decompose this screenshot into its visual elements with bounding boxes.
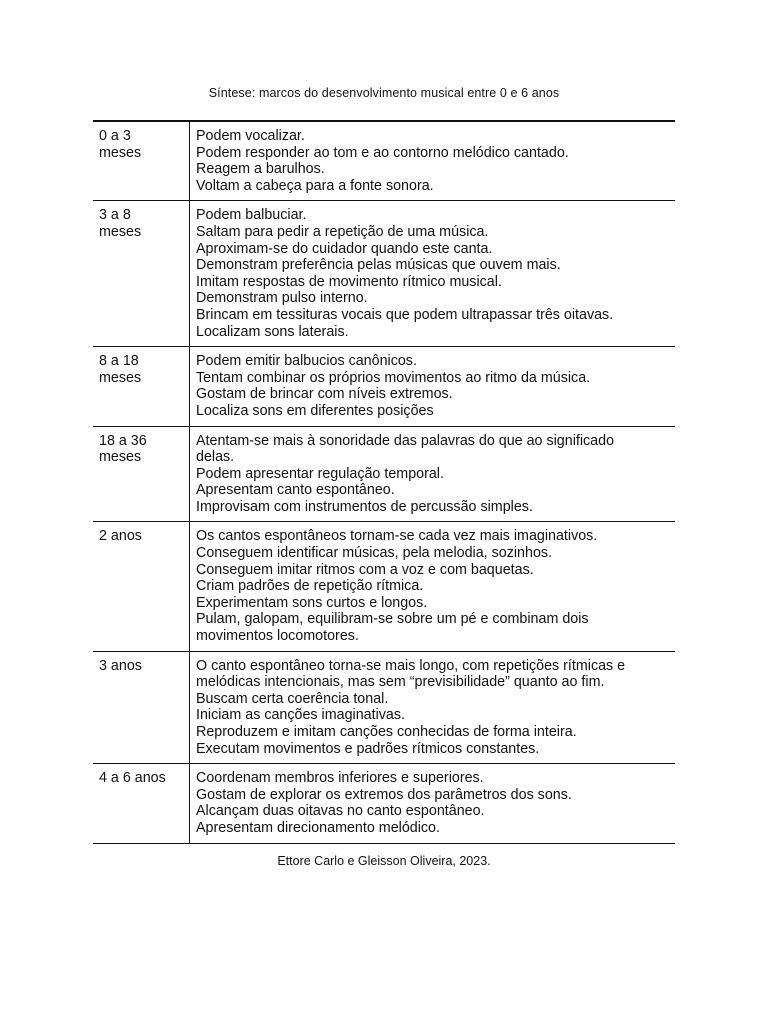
milestone-line: Apresentam canto espontâneo. <box>196 482 395 499</box>
milestone-line: Podem balbuciar. <box>196 207 307 224</box>
milestone-line: Podem responder ao tom e ao contorno melódico cantado. <box>196 144 569 161</box>
milestone-line: Criam padrões de repetição rítmica. <box>196 578 424 595</box>
milestones-cell <box>190 347 676 426</box>
milestone-line: Reagem a barulhos. <box>196 161 325 178</box>
milestone-line: Os cantos espontâneos tornam-se cada vez mais imaginativos. <box>196 528 598 545</box>
age-cell <box>93 201 190 347</box>
milestone-line: Reproduzem e imitam canções conhecidas de forma inteira. <box>196 724 577 740</box>
milestone-line: O canto espontâneo torna-se mais longo, com repetições rítmicas e <box>196 657 626 674</box>
milestone-line: Podem vocalizar. <box>196 128 305 144</box>
page-title: Síntese: marcos do desenvolvimento musical entre 0 e 6 anos <box>208 86 560 100</box>
milestone-line: Localiza sons em diferentes posições <box>196 402 434 419</box>
table-row <box>93 651 675 764</box>
age-cell <box>93 522 190 651</box>
age-label-line: 18 a 36 <box>99 432 147 449</box>
milestones-table <box>93 120 675 844</box>
table-row <box>93 347 675 426</box>
age-label-line: meses <box>99 449 142 466</box>
milestone-line: Demonstram pulso interno. <box>196 290 368 307</box>
milestone-line: Brincam em tessituras vocais que podem ultrapassar três oitavas. <box>196 306 614 323</box>
milestone-line: Iniciam as canções imaginativas. <box>196 707 405 724</box>
milestone-line: Pulam, galopam, equilibram-se sobre um pé e combinam dois <box>196 611 589 628</box>
age-cell <box>93 426 190 522</box>
milestone-line: Improvisam com instrumentos de percussão simples. <box>196 498 533 515</box>
milestone-line: Gostam de explorar os extremos dos parâmetros dos sons. <box>196 786 572 803</box>
table-row <box>93 764 675 843</box>
milestone-line: Buscam certa coerência tonal. <box>196 690 389 707</box>
milestone-line: Apresentam direcionamento melódico. <box>196 819 440 836</box>
milestone-line: Gostam de brincar com níveis extremos. <box>196 386 453 403</box>
milestone-line: Podem emitir balbucios canônicos. <box>196 353 417 370</box>
age-cell <box>93 651 190 764</box>
age-label-line: meses <box>99 144 142 161</box>
milestone-line: Imitam respostas de movimento rítmico musical. <box>196 273 502 290</box>
milestone-line: Experimentam sons curtos e longos. <box>196 594 428 611</box>
age-cell <box>93 347 190 426</box>
milestone-line: Podem apresentar regulação temporal. <box>196 465 444 482</box>
table-row <box>93 121 675 201</box>
milestones-cell <box>190 426 676 522</box>
milestone-line: Conseguem imitar ritmos com a voz e com baquetas. <box>196 561 534 578</box>
table-row <box>93 522 675 651</box>
age-label-line: 0 a 3 <box>99 128 131 144</box>
milestones-cell <box>190 121 676 201</box>
milestone-line: Coordenam membros inferiores e superiores. <box>196 770 484 787</box>
milestone-line: delas. <box>196 449 235 466</box>
milestone-line: Localizam sons laterais. <box>196 323 349 340</box>
age-label-line: meses <box>99 223 142 240</box>
age-label-line: 3 a 8 <box>99 207 131 224</box>
age-label-line: 8 a 18 <box>99 353 139 370</box>
age-label-line: 2 anos <box>99 528 142 545</box>
milestone-line: melódicas intencionais, mas sem “previsibilidade” quanto ao fim. <box>196 674 605 691</box>
milestone-line: Saltam para pedir a repetição de uma música. <box>196 223 489 240</box>
age-label-line: meses <box>99 369 142 386</box>
milestone-line: Demonstram preferência pelas músicas que ouvem mais. <box>196 257 561 274</box>
milestones-cell <box>190 522 676 651</box>
age-cell <box>93 764 190 843</box>
age-label-line: 4 a 6 anos <box>99 770 166 787</box>
age-label-line: 3 anos <box>99 657 142 674</box>
table-row <box>93 201 675 347</box>
table-row <box>93 426 675 522</box>
milestone-line: Alcançam duas oitavas no canto espontâneo. <box>196 803 485 820</box>
milestone-line: Conseguem identificar músicas, pela melodia, sozinhos. <box>196 545 553 562</box>
milestone-line: Tentam combinar os próprios movimentos ao ritmo da música. <box>196 369 591 386</box>
source-note: Ettore Carlo e Gleisson Oliveira, 2023. <box>277 854 491 868</box>
age-cell <box>93 121 190 201</box>
milestones-cell <box>190 201 676 347</box>
milestone-line: Aproximam-se do cuidador quando este canta. <box>196 240 493 257</box>
milestone-line: Atentam-se mais à sonoridade das palavras do que ao significado <box>196 432 615 449</box>
table-body <box>93 121 675 843</box>
milestone-line: Executam movimentos e padrões rítmicos constantes. <box>196 740 540 757</box>
milestone-line: Voltam a cabeça para a fonte sonora. <box>196 177 434 194</box>
milestones-cell <box>190 651 676 764</box>
milestone-line: movimentos locomotores. <box>196 628 359 645</box>
milestones-cell <box>190 764 676 843</box>
